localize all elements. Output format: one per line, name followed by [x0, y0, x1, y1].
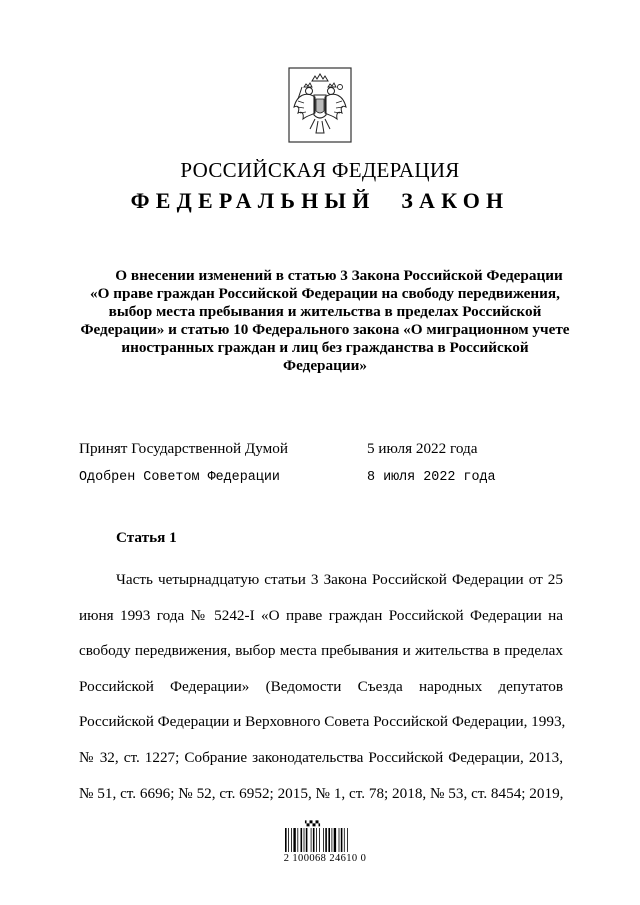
- law-title-line: выбор места пребывания и жительства в пределах Российской: [108, 303, 542, 320]
- duma-label: Принят Государственной Думой: [79, 440, 288, 457]
- duma-date: 5 июля 2022 года: [367, 440, 478, 457]
- law-title-line: «О праве граждан Российской Федерации на свободу передвижения,: [90, 285, 560, 302]
- coat-of-arms-icon: [288, 67, 352, 143]
- article-line: Часть четырнадцатую статьи 3 Закона Российской Федерации от 25: [116, 571, 563, 588]
- document-type: ФЕДЕРАЛЬНЫЙ ЗАКОН: [130, 188, 510, 213]
- article-line: июня 1993 года № 5242-I «О праве граждан Российской Федерации на: [79, 606, 563, 624]
- article-line: Российской Федерации» (Ведомости Съезда народных депутатов: [79, 677, 563, 695]
- svg-text:▚▞▚▞▚: ▚▞▚▞▚: [305, 821, 321, 827]
- article-line: Российской Федерации и Верховного Совета Российской Федерации, 1993,: [79, 713, 566, 731]
- law-title-line: О внесении изменений в статью 3 Закона Российской Федерации: [115, 267, 563, 284]
- law-title-line: иностранных граждан и лиц без гражданства в Российской: [121, 339, 529, 356]
- council-date: 8 июля 2022 года: [367, 470, 496, 485]
- council-label: Одобрен Советом Федерации: [79, 470, 280, 485]
- law-title-line: Федерации» и статью 10 Федерального закона «О миграционном учете: [80, 321, 570, 338]
- country-name: РОССИЙСКАЯ ФЕДЕРАЦИЯ: [180, 158, 460, 182]
- article-line: № 51, ст. 6696; № 52, ст. 6952; 2015, № 1, ст. 78; 2018, № 53, ст. 8454; 2019,: [79, 784, 564, 802]
- article-body: [79, 562, 566, 811]
- law-title: [72, 267, 578, 375]
- barcode-icon: [283, 818, 363, 854]
- article-line: свободу передвижения, выбор места пребывания и жительства в пределах: [79, 642, 563, 660]
- law-title-line: Федерации»: [283, 357, 367, 374]
- article-line: № 32, ст. 1227; Собрание законодательства Российской Федерации, 2013,: [79, 748, 563, 766]
- barcode-number: 2 100068 24610 0: [283, 853, 367, 864]
- article-heading: Статья 1: [116, 529, 177, 546]
